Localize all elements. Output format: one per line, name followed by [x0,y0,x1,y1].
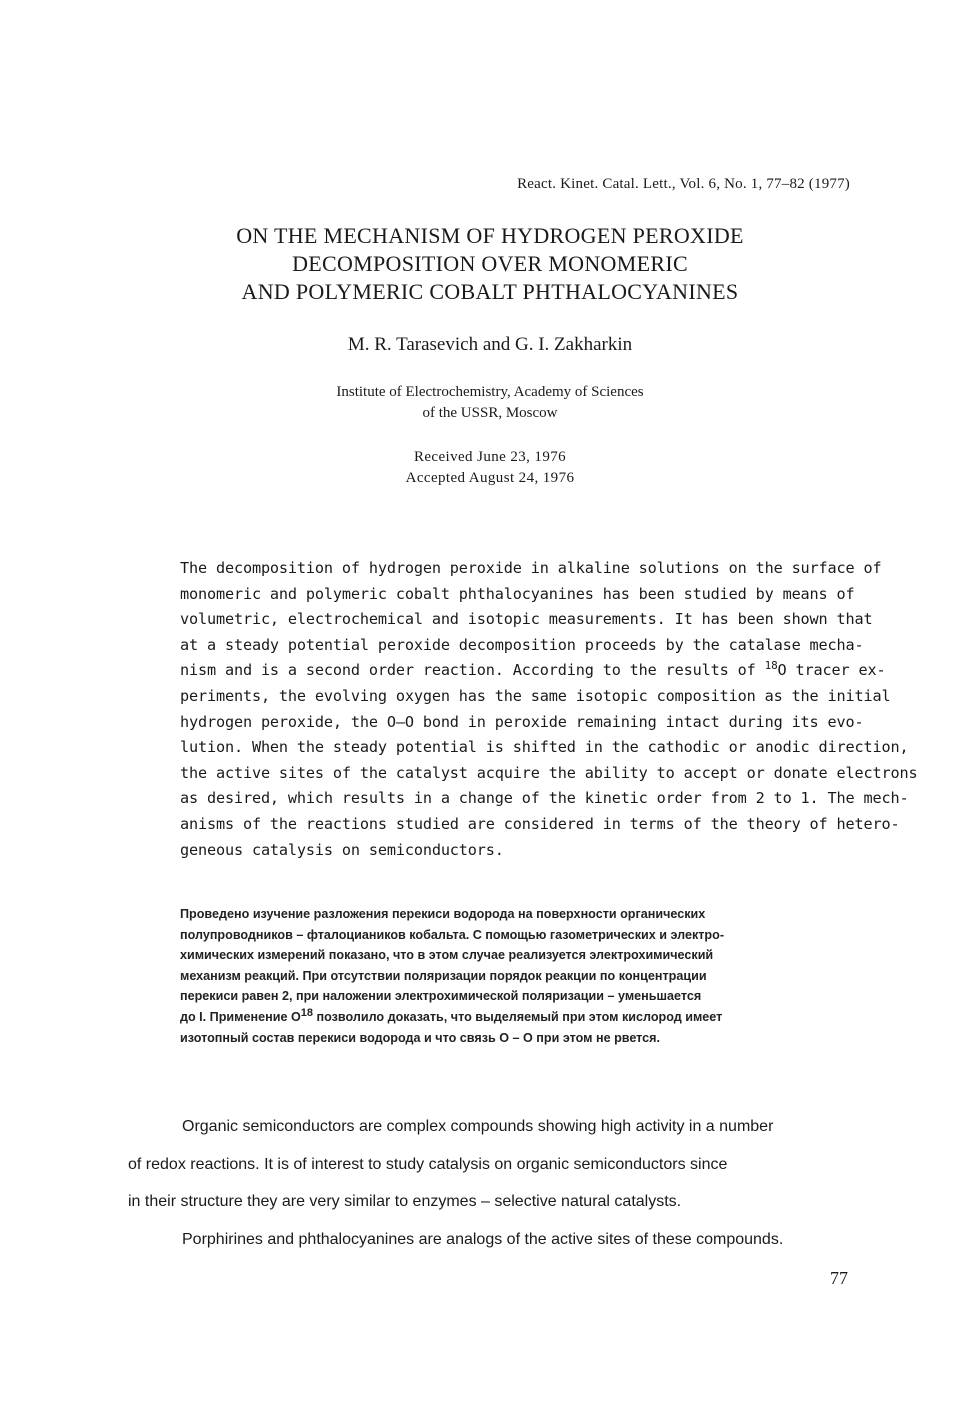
accepted-date: Accepted August 24, 1976 [405,470,575,486]
title-line: DECOMPOSITION OVER MONOMERIC [292,251,688,276]
english-abstract [180,556,918,863]
russian-abstract-line: изотопный состав перекиси водорода и что связь O – O при этом не рвется. [180,1030,661,1045]
body-line: Organic semiconductors are complex compounds showing high activity in a number [182,1118,774,1135]
abstract-line: at a steady potential peroxide decomposition proceeds by the catalase mecha- [180,635,864,654]
submission-dates [200,447,780,489]
affiliation-line: Institute of Electrochemistry, Academy of Sciences [336,384,644,400]
russian-line-start: до I. Применение O [180,1009,301,1024]
body-line: Porphirines and phthalocyanines are analogs of the active sites of these compounds. [182,1230,784,1248]
abstract-line: as desired, which results in a change of the kinetic order from 2 to 1. The mech- [180,789,909,808]
russian-abstract [180,904,880,1048]
abstract-line-end: O tracer ex- [777,661,886,680]
abstract-line-start: nism and is a second order reaction. According to the results of [180,661,765,680]
russian-abstract-line-isotope [180,1007,880,1028]
russian-abstract-line: химических измерений показано, что в этом случае реализуется электрохимический [180,948,714,963]
page-number: 77 [830,1268,848,1288]
body-line: of redox reactions. It is of interest to study catalysis on organic semiconductors since [128,1155,728,1173]
abstract-line: monomeric and polymeric cobalt phthalocyanines has been studied by means of [180,584,855,603]
affiliation-line: of the USSR, Moscow [422,405,558,421]
received-date: Received June 23, 1976 [413,449,567,465]
abstract-line: The decomposition of hydrogen peroxide in alkaline solutions on the surface of [180,559,882,577]
affiliation [200,382,780,424]
abstract-line-isotope [180,658,890,684]
russian-abstract-line: Проведено изучение разложения перекиси водорода на поверхности органических [180,907,706,921]
russian-abstract-line: механизм реакций. При отсутствии поляризации порядок реакции по концентрации [180,968,707,983]
isotope-superscript: 18 [764,659,778,673]
abstract-line: periments, the evolving oxygen has the same isotopic composition as the initial [180,686,891,705]
journal-citation: React. Kinet. Catal. Lett., Vol. 6, No. 1, 77–82 (1977) [517,176,850,192]
abstract-line: the active sites of the catalyst acquire the ability to accept or donate electrons [180,763,918,782]
title-line: AND POLYMERIC COBALT PHTHALOCYANINES [241,279,739,304]
body-line: in their structure they are very similar to enzymes – selective natural catalysts. [128,1193,682,1210]
author-list: M. R. Tarasevich and G. I. Zakharkin [347,334,633,355]
abstract-line: hydrogen peroxide, the O–O bond in peroxide remaining intact during its evo- [180,712,864,731]
russian-abstract-line: перекиси равен 2, при наложении электрохимической поляризации – уменьшается [180,989,702,1004]
abstract-line: lution. When the steady potential is shifted in the cathodic or anodic direction, [180,738,909,757]
russian-line-end: позволило доказать, что выделяемый при этом кислород имеет [313,1009,723,1024]
paper-title [160,222,820,306]
abstract-line: anisms of the reactions studied are considered in terms of the theory of hetero- [180,814,900,833]
abstract-line: geneous catalysis on semiconductors. [180,840,504,859]
abstract-line: volumetric, electrochemical and isotopic measurements. It has been shown that [180,610,873,629]
isotope-superscript: 18 [300,1006,313,1019]
russian-abstract-line: полупроводников – фталоциаников кобальта. С помощью газометрических и электро- [180,927,725,942]
body-text [128,1108,878,1258]
title-line: ON THE MECHANISM OF HYDROGEN PEROXIDE [236,223,744,248]
